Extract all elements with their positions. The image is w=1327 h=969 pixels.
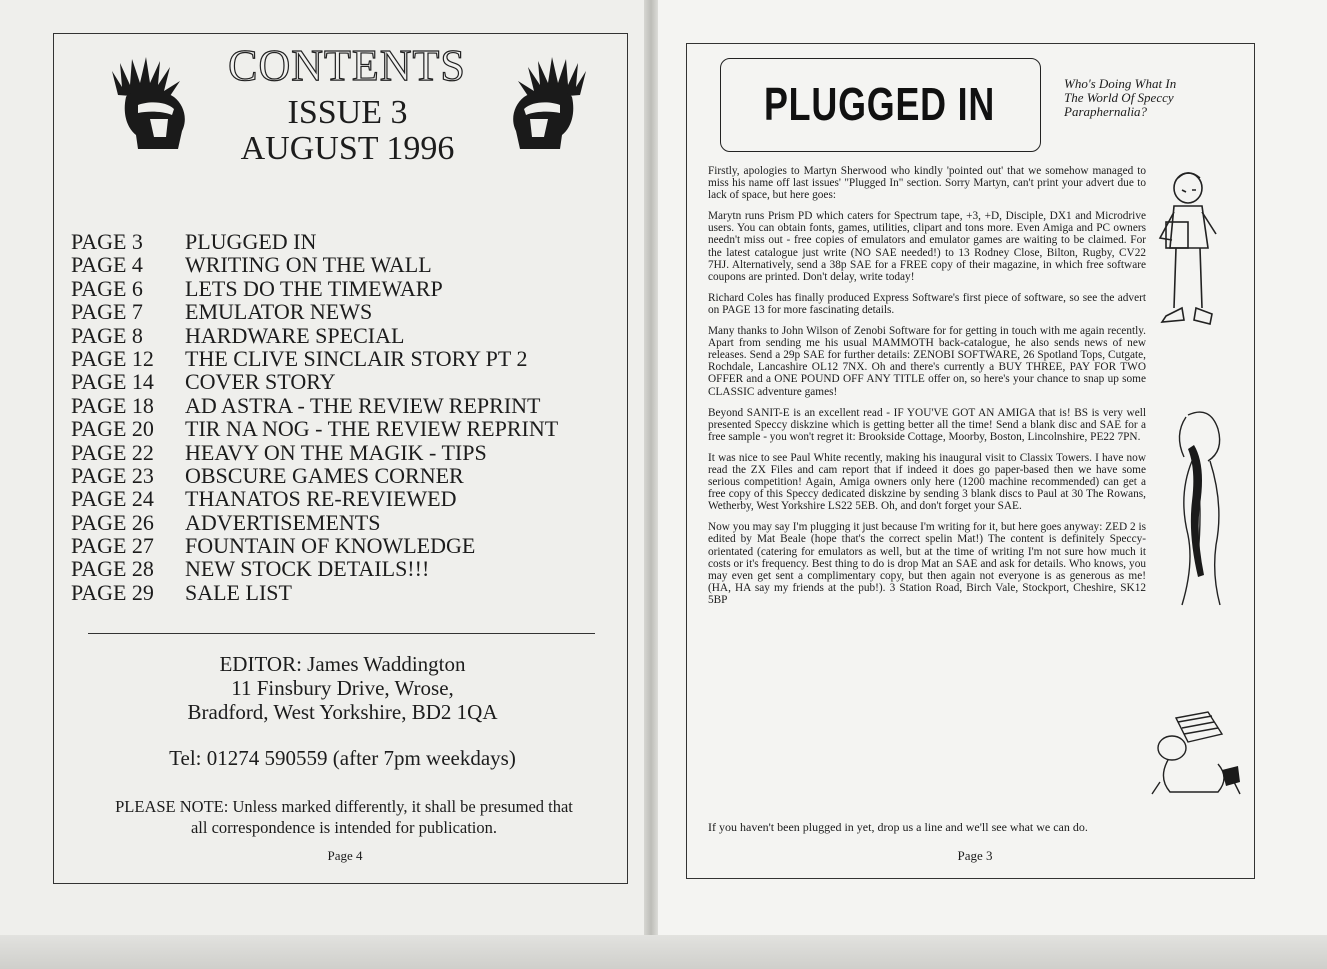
contents-heading: CONTENTS xyxy=(228,41,466,90)
article-paragraph: Beyond SANIT-E is an excellent read - IF YOU'VE GOT AN AMIGA that is! BS is very well presented Speccy diskzine which is getting better all the time! Send a blank disc and SAE for a free sample - you won't regret it: Brookside Cottage, Moorby, Boston, Lincolnshire, PE22 7PN. xyxy=(708,406,1146,443)
toc-entry xyxy=(71,557,631,580)
toc-page: PAGE 22 xyxy=(71,439,154,465)
toc-page: PAGE 6 xyxy=(71,275,143,301)
toc-page: PAGE 3 xyxy=(71,229,143,254)
toc-entry xyxy=(71,370,631,393)
toc-page: PAGE 18 xyxy=(71,392,154,418)
toc-entry xyxy=(71,581,631,604)
toc-entry xyxy=(71,511,631,534)
toc-entry xyxy=(71,487,631,510)
toc-entry xyxy=(71,324,631,347)
bottom-shadow xyxy=(0,935,1327,969)
issue-heading xyxy=(210,95,485,167)
article-body xyxy=(708,165,1146,615)
subtitle-line-1: Who's Doing What In xyxy=(1064,76,1177,91)
editor-town: Bradford, West Yorkshire, BD2 1QA xyxy=(187,700,498,724)
toc-page: PAGE 27 xyxy=(71,533,154,559)
spartan-helmet-icon-right xyxy=(498,53,590,153)
article-paragraph: Richard Coles has finally produced Express Software's first piece of software, so see the advert on PAGE 13 for more fascinating details. xyxy=(708,291,1146,316)
page-number-right: Page 3 xyxy=(957,848,993,863)
spartan-helmet-icon-left xyxy=(108,53,200,153)
article-subtitle xyxy=(1064,77,1239,119)
cartoon-man-illustration xyxy=(1152,168,1222,333)
note-line-1: PLEASE NOTE: Unless marked differently, it shall be presumed that xyxy=(115,797,573,816)
toc-title: ADVERTISEMENTS xyxy=(185,509,381,535)
cartoon-reader-illustration xyxy=(1148,708,1244,796)
toc-title: WRITING ON THE WALL xyxy=(185,252,432,278)
article-paragraph: Firstly, apologies to Martyn Sherwood who kindly 'pointed out' that we somehow managed to miss his name off last issues' "Plugged In" section. Sorry Martyn, can't print your advert due to lack of space, but here goes: xyxy=(708,165,1146,202)
toc-page: PAGE 28 xyxy=(71,556,154,582)
toc-title: NEW STOCK DETAILS!!! xyxy=(185,556,430,582)
toc-page: PAGE 14 xyxy=(71,369,154,395)
toc-page: PAGE 29 xyxy=(71,579,154,605)
subtitle-line-3: Paraphernalia? xyxy=(1064,104,1148,119)
toc-entry xyxy=(71,300,631,323)
subtitle-line-2: The World Of Speccy xyxy=(1064,90,1174,105)
article-paragraph: Many thanks to John Wilson of Zenobi Software for for getting in touch with me again recently. Apart from sending me his usual MAMMOTH back-catalogue, he also sends news of new releases. Send a 29p SAE for further details: ZENOBI SOFTWARE, 26 Spotland Tops, Cutgate, Rochdale, Lancashire OL12 7NX. Oh and there's currently a BUY THREE, PAY FOR TWO OFFER and a ONE POUND OFF ANY TITLE offer on, so here's your chance to snap up some CLASSIC adventure games! xyxy=(708,325,1146,398)
toc-page: PAGE 7 xyxy=(71,299,143,325)
toc-entry xyxy=(71,230,631,253)
toc-entry xyxy=(71,441,631,464)
editor-name: EDITOR: James Waddington xyxy=(219,652,466,676)
toc-title: FOUNTAIN OF KNOWLEDGE xyxy=(185,533,476,559)
article-paragraph: It was nice to see Paul White recently, making his inaugural visit to Classix Towers. I have now read the ZX Files and cam report that if indeed it does go paper-based then we have some serious competition! Again, Amiga owners only here (1200 machine recommended) can get a free copy of this Speccy dedicated diskzine by sending 3 blank discs to Paul at 30 The Rowans, Wetherby, West Yorkshire LS22 5EB. Oh, and don't forget your SAE. xyxy=(708,451,1146,513)
toc-page: PAGE 12 xyxy=(71,345,154,371)
toc-title: LETS DO THE TIMEWARP xyxy=(185,275,443,301)
toc-page: PAGE 26 xyxy=(71,509,154,535)
toc-title: OBSCURE GAMES CORNER xyxy=(185,462,464,488)
page-number-left: Page 4 xyxy=(327,848,363,863)
article-paragraph: Marytn runs Prism PD which caters for Spectrum tape, +3, +D, Disciple, DX1 and Microdrive users. You can obtain fonts, games, utilities, clipart and tons more. Even Amiga and PC owners needn't miss out - free copies of emulators and emulator games are waiting to be claimed. For the latest catalogue just write (NO SAE needed!) to 13 Rodney Close, Bilton, Rugby, CV22 7HJ. Alternatively, send a 38p SAE for a FREE copy of their magazine, in which free software coupons are printed. Don't delay, write today! xyxy=(708,210,1146,283)
toc-page: PAGE 8 xyxy=(71,322,143,348)
toc-page: PAGE 20 xyxy=(71,416,154,442)
toc-entry xyxy=(71,464,631,487)
toc-page: PAGE 24 xyxy=(71,486,154,512)
toc-entry xyxy=(71,253,631,276)
toc-entry xyxy=(71,394,631,417)
article-paragraph: Now you may say I'm plugging it just because I'm writing for it, but here goes anyway: ZED 2 is edited by Mat Beale (hope that's the correct spelin Mat!) The content is definitely Speccy-orientated (catering for emulators as well, but at the time of writing I'm not sure how much it costs or it's frequency. Best thing to do is drop Mat an SAE and ask for details. Who knows, you may even get sent a complimentary copy, but then again not everyone is as generous as me! (HA, HA say my friends at the pub!). 3 Station Road, Birch Vale, Stockport, Cheshire, SK12 5BP xyxy=(708,521,1146,606)
toc-entry xyxy=(71,417,631,440)
editor-address xyxy=(90,652,595,724)
toc-title: HEAVY ON THE MAGIK - TIPS xyxy=(185,439,487,465)
toc-title: HARDWARE SPECIAL xyxy=(185,322,405,348)
toc-entry xyxy=(71,277,631,300)
toc-title: COVER STORY xyxy=(185,369,336,395)
editor-street: 11 Finsbury Drive, Wrose, xyxy=(231,676,454,700)
toc-title: TIR NA NOG - THE REVIEW REPRINT xyxy=(185,416,559,442)
article-title: PLUGGED IN xyxy=(763,78,996,130)
editor-telephone: Tel: 01274 590559 (after 7pm weekdays) xyxy=(169,746,516,770)
divider-rule xyxy=(88,633,595,634)
toc-title: EMULATOR NEWS xyxy=(185,299,373,325)
toc-entry xyxy=(71,534,631,557)
toc-title: THE CLIVE SINCLAIR STORY PT 2 xyxy=(185,345,528,371)
toc-title: PLUGGED IN xyxy=(185,229,317,254)
toc-title: SALE LIST xyxy=(185,579,292,605)
issue-date: AUGUST 1996 xyxy=(240,130,455,167)
toc-page: PAGE 4 xyxy=(71,252,143,278)
note-line-2: all correspondence is intended for publication. xyxy=(190,818,498,837)
toc-entry xyxy=(71,347,631,370)
issue-number: ISSUE 3 xyxy=(287,94,408,131)
toc-title: THANATOS RE-REVIEWED xyxy=(185,486,457,512)
article-closing: If you haven't been plugged in yet, drop us a line and we'll see what we can do. xyxy=(708,820,1088,834)
publication-note xyxy=(74,796,614,838)
toc-title: AD ASTRA - THE REVIEW REPRINT xyxy=(185,392,541,418)
toc-page: PAGE 23 xyxy=(71,462,154,488)
cartoon-figure-illustration xyxy=(1158,405,1238,615)
table-of-contents xyxy=(71,230,631,604)
magazine-spine xyxy=(644,0,658,969)
